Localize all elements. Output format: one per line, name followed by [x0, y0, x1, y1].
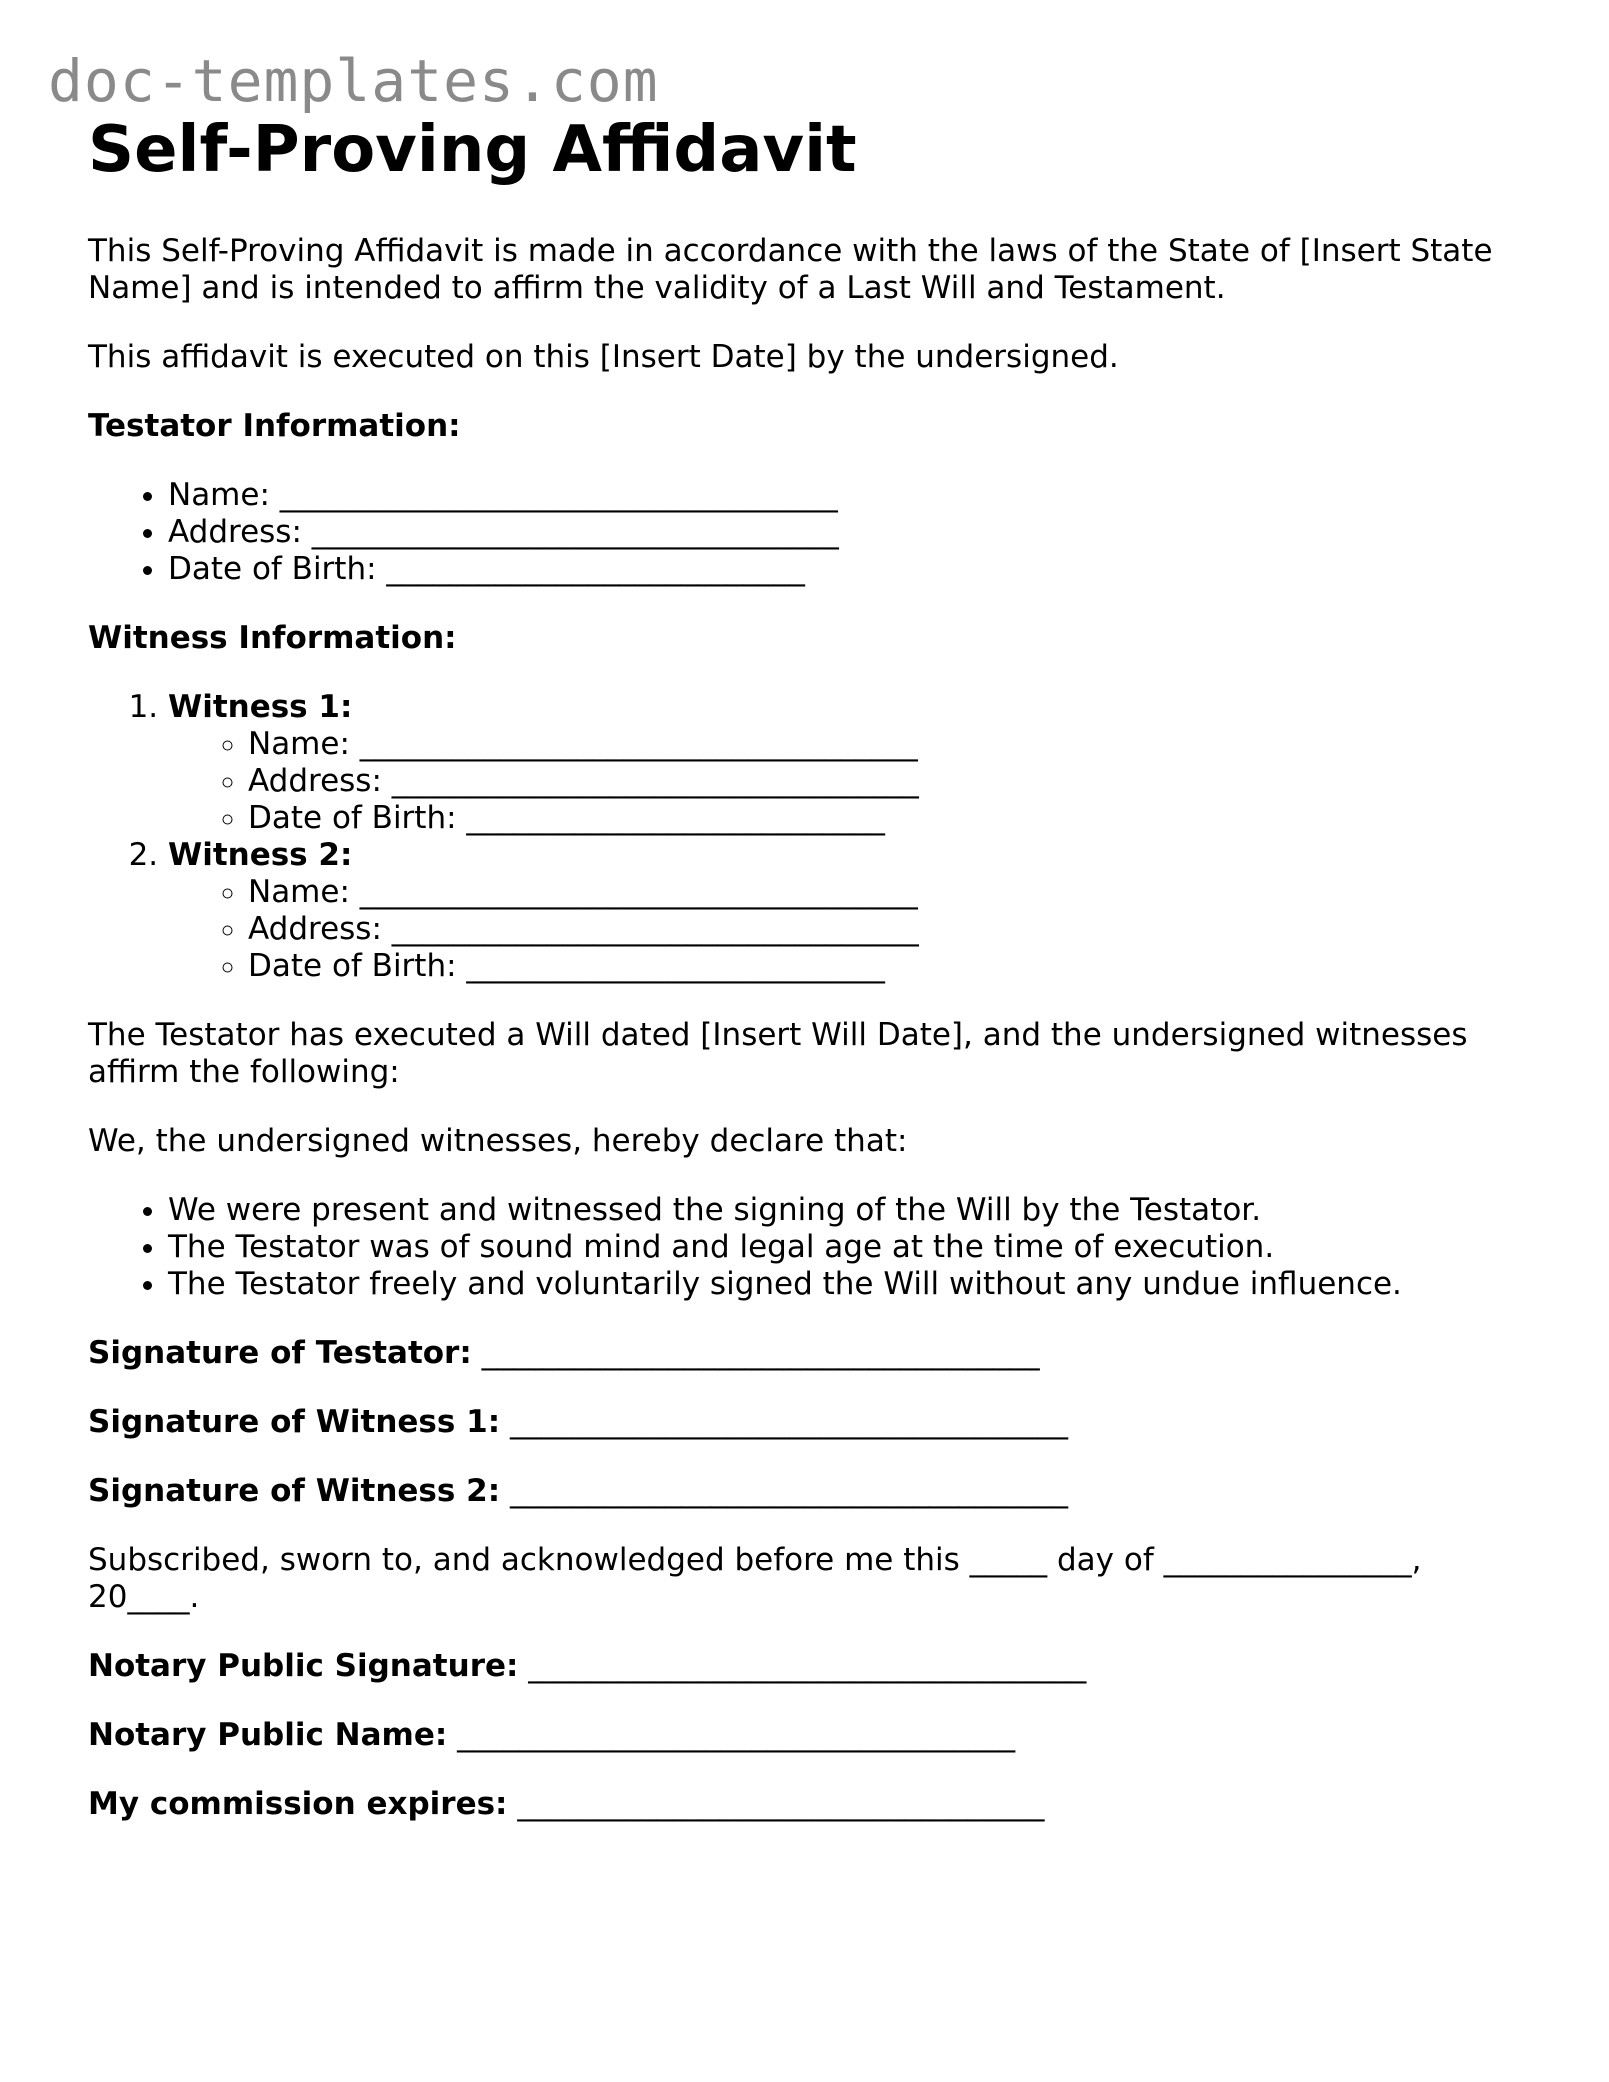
witness-1-dob-field: ◦ Date of Birth: ___________________________: [248, 800, 1528, 837]
witness-1-signature-label: Signature of Witness 1:: [88, 1404, 501, 1440]
testator-fields-list: [88, 477, 1528, 588]
witness-1-label: Witness 1:: [168, 689, 353, 725]
will-statement: The Testator has executed a Will dated [Insert Will Date], and the undersigned witnesses affirm the following:: [88, 1017, 1468, 1090]
testator-dob-field: • Date of Birth: ___________________________: [168, 551, 1528, 588]
witness-2-signature-label: Signature of Witness 2:: [88, 1473, 501, 1509]
document-title: Self-Proving Affidavit: [88, 113, 857, 187]
notary-name-label: Notary Public Name:: [88, 1717, 448, 1753]
witness-2-signature-line: [88, 1473, 1528, 1510]
document-page: [88, 108, 1528, 1855]
witness-2-address-field: ◦ Address: __________________________________: [248, 911, 1528, 948]
declarations-list: [88, 1192, 1528, 1303]
commission-expires-line: [88, 1786, 1528, 1823]
testator-signature-blank: ____________________________________: [481, 1335, 1040, 1371]
declaration-item: • We were present and witnessed the signing of the Will by the Testator.: [168, 1192, 1528, 1229]
witness-2-dob-field: ◦ Date of Birth: ___________________________: [248, 948, 1528, 985]
notary-signature-line: [88, 1648, 1528, 1685]
commission-expires-blank: __________________________________: [517, 1786, 1045, 1822]
witness-2-signature-blank: ____________________________________: [509, 1473, 1068, 1509]
notary-signature-blank: ____________________________________: [528, 1648, 1087, 1684]
witness-heading: Witness Information:: [88, 620, 457, 656]
witness-1-fields: [168, 726, 1528, 837]
testator-signature-line: [88, 1335, 1528, 1372]
execution-date-paragraph: This affidavit is executed on this [Insert Date] by the undersigned.: [88, 339, 1119, 375]
notary-name-line: [88, 1717, 1528, 1754]
witness-1-address-field: ◦ Address: __________________________________: [248, 763, 1528, 800]
testator-name-field: • Name: ____________________________________: [168, 477, 1528, 514]
witness-2-fields: [168, 874, 1528, 985]
commission-expires-label: My commission expires:: [88, 1786, 508, 1822]
witness-list: [88, 689, 1528, 985]
witness-2-name-field: ◦ Name: ____________________________________: [248, 874, 1528, 911]
declaration-item: • The Testator was of sound mind and legal age at the time of execution.: [168, 1229, 1528, 1266]
declaration-intro: We, the undersigned witnesses, hereby declare that:: [88, 1123, 908, 1159]
notary-subscribed-paragraph: Subscribed, sworn to, and acknowledged before me this _____ day of ________________, 20____.: [88, 1542, 1422, 1615]
intro-paragraph: This Self-Proving Affidavit is made in accordance with the laws of the State of [Insert State Name] and is intended to affirm the validity of a Last Will and Testament.: [88, 233, 1493, 306]
testator-signature-label: Signature of Testator:: [88, 1335, 472, 1371]
witness-1-name-field: ◦ Name: ____________________________________: [248, 726, 1528, 763]
notary-signature-label: Notary Public Signature:: [88, 1648, 519, 1684]
witness-1-signature-line: [88, 1404, 1528, 1441]
declaration-item: • The Testator freely and voluntarily signed the Will without any undue influence.: [168, 1266, 1528, 1303]
testator-address-field: • Address: __________________________________: [168, 514, 1528, 551]
watermark: doc-templates.com: [48, 47, 659, 115]
witness-2-label: Witness 2:: [168, 837, 353, 873]
witness-2-item: [168, 837, 1528, 985]
witness-1-signature-blank: ____________________________________: [509, 1404, 1068, 1440]
testator-heading: Testator Information:: [88, 408, 461, 444]
notary-name-blank: ____________________________________: [457, 1717, 1016, 1753]
witness-1-item: [168, 689, 1528, 837]
